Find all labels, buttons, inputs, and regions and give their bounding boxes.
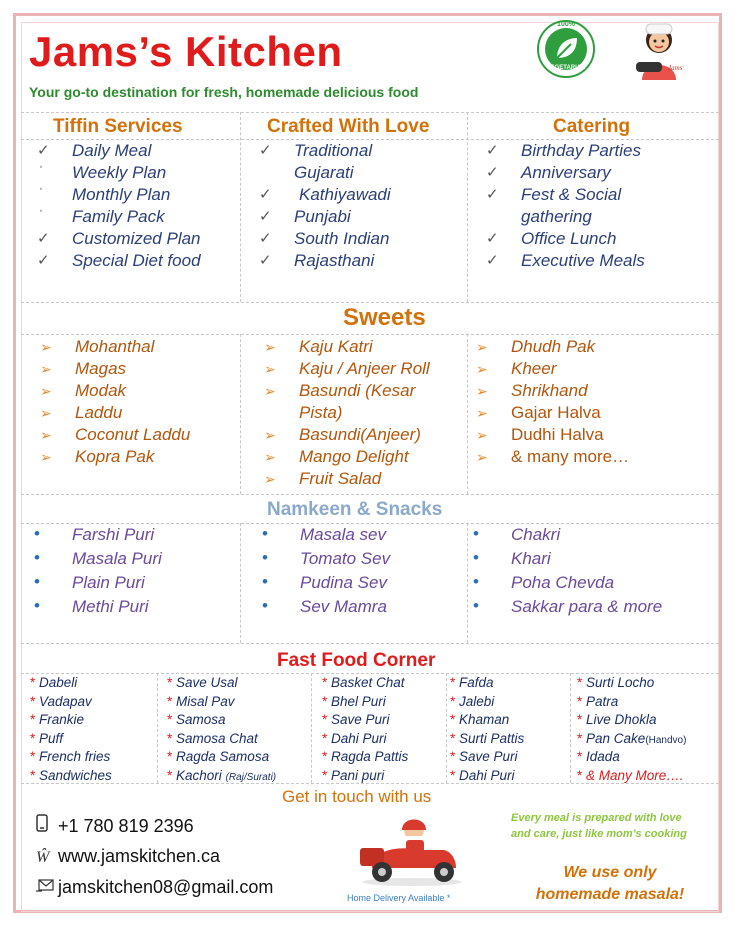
list-item: * Sandwiches	[30, 767, 112, 783]
arrow-bullet-icon: ➢	[476, 339, 488, 355]
check-icon: ✓	[259, 252, 272, 269]
divider	[21, 302, 719, 303]
list-item: ✓ Office Lunch	[486, 229, 617, 248]
list-item: • Tomato Sev	[262, 548, 391, 568]
list-item: * Frankie	[30, 712, 85, 728]
check-icon: ✓	[37, 142, 50, 159]
list-item: ➢ Fruit Salad	[264, 469, 382, 488]
check-icon: ʹ	[40, 187, 42, 198]
list-item: * Vadapav	[30, 693, 92, 709]
bullet-icon: •	[262, 548, 268, 567]
list-item: * Dabeli	[30, 675, 78, 690]
arrow-bullet-icon: ➢	[40, 361, 52, 377]
fastfood-list-4	[450, 674, 524, 786]
list-item: • Masala Puri	[34, 548, 162, 568]
list-item: ✓ South Indian	[259, 229, 390, 248]
divider	[21, 643, 719, 644]
list-item: * Kachori (Raj/Surati)	[167, 767, 277, 783]
badge-top-text: 100%	[557, 21, 575, 28]
fastfood-list-1	[30, 674, 112, 786]
check-icon: ✓	[259, 142, 272, 159]
list-item: * Ragda Pattis	[322, 749, 409, 765]
list-item: * Basket Chat	[322, 675, 405, 690]
list-item: • Methi Puri	[34, 596, 149, 616]
check-icon: ✓	[486, 142, 499, 159]
list-item: ➢ Dhudh Pak	[476, 337, 596, 356]
list-item: * Samosa	[167, 712, 226, 728]
check-icon: ʹ	[40, 209, 42, 220]
chef-mascot-icon	[628, 20, 690, 80]
list-item: * Ragda Samosa	[167, 749, 270, 765]
list-item: ʹ Family Pack	[72, 206, 201, 228]
list-item: ➢ Coconut Laddu	[40, 425, 191, 444]
list-item: ➢ Gajar Halva	[476, 403, 601, 422]
column-divider	[311, 673, 312, 783]
bullet-icon: •	[262, 524, 268, 543]
tiffin-heading: Tiffin Services	[53, 116, 183, 137]
promo-text	[511, 810, 711, 842]
list-item: * Bhel Puri	[322, 693, 386, 709]
arrow-bullet-icon: ➢	[40, 427, 52, 443]
badge-bottom-text: VEGETARIAN	[546, 65, 586, 71]
check-icon: ✓	[37, 252, 50, 269]
list-item: ✓ Traditional	[259, 141, 373, 160]
column-divider	[467, 112, 468, 302]
list-item: * Patra	[577, 693, 619, 709]
crafted-heading: Crafted With Love	[267, 116, 430, 137]
list-item: * Idada	[577, 749, 620, 765]
catering-list	[486, 140, 645, 272]
list-item: • Plain Puri	[34, 572, 145, 592]
column-divider	[240, 112, 241, 302]
list-item: ✓ Rajasthani	[259, 251, 375, 270]
list-item: Pista)	[299, 403, 343, 422]
list-item: • Sev Mamra	[262, 596, 387, 616]
list-item: • Chakri	[473, 524, 561, 544]
column-divider	[570, 673, 571, 783]
list-item: gathering	[521, 207, 592, 226]
email-icon	[36, 879, 58, 898]
list-item: • Masala sev	[262, 524, 386, 544]
check-icon: ✓	[486, 186, 499, 203]
list-item: ➢ & many more…	[476, 447, 630, 466]
list-item: * Save Puri	[450, 749, 518, 765]
bullet-icon: •	[34, 572, 40, 591]
list-item: * & Many More….	[577, 767, 684, 783]
list-item: ʹ Monthly Plan	[72, 184, 201, 206]
list-item: ✓ Customized Plan	[37, 229, 201, 248]
column-divider	[467, 334, 468, 494]
list-item: • Khari	[473, 548, 551, 568]
sweets-heading: Sweets	[343, 304, 426, 331]
sweets-list-3	[476, 336, 630, 468]
list-item: ✓ Executive Meals	[486, 251, 645, 270]
list-item: * Live Dhokla	[577, 712, 657, 728]
fastfood-list-3	[322, 674, 408, 786]
bullet-icon: •	[473, 524, 479, 543]
list-item: ➢ Modak	[40, 381, 127, 400]
contact-heading: Get in touch with us	[282, 787, 432, 806]
list-item: ➢ Basundi (Kesar	[264, 381, 416, 400]
arrow-bullet-icon: ➢	[264, 471, 276, 487]
promo-line-2: and care, just like mom’s cooking	[511, 828, 687, 840]
list-item: * Puff	[30, 730, 64, 746]
snacks-list-1	[34, 523, 162, 619]
fastfood-list-5	[577, 674, 686, 786]
fastfood-list-2	[167, 674, 276, 786]
email-link[interactable]: jamskitchen08@gmail.com	[58, 877, 274, 897]
arrow-bullet-icon: ➢	[40, 339, 52, 355]
web-icon: Ŵ	[36, 849, 50, 866]
bullet-icon: •	[473, 596, 479, 615]
list-item: ➢ Laddu	[40, 403, 123, 422]
snacks-heading: Namkeen & Snacks	[267, 499, 443, 520]
snacks-list-3	[473, 523, 663, 619]
check-icon: ✓	[259, 186, 272, 203]
list-item: * French fries	[30, 749, 111, 765]
arrow-bullet-icon: ➢	[476, 405, 488, 421]
arrow-bullet-icon: ➢	[476, 361, 488, 377]
list-item: • Pudina Sev	[262, 572, 387, 592]
check-icon: ✓	[259, 208, 272, 225]
list-item: ➢ Shrikhand	[476, 381, 588, 400]
list-item: ✓ Punjabi	[259, 207, 351, 226]
divider	[21, 494, 719, 495]
arrow-bullet-icon: ➢	[264, 361, 276, 377]
list-item: * Misal Pav	[167, 693, 235, 709]
list-item: ➢ Kheer	[476, 359, 557, 378]
list-item: * Jalebi	[450, 693, 495, 709]
list-item: * Surti Locho	[577, 675, 655, 690]
column-divider	[157, 673, 158, 783]
list-item: Gujarati	[294, 163, 354, 182]
pancake-note: (Handvo)	[645, 734, 687, 746]
check-icon: ✓	[486, 164, 499, 181]
promo-big-1: We use only	[563, 864, 657, 881]
column-divider	[240, 334, 241, 494]
list-item: ➢ Basundi(Anjeer)	[264, 425, 421, 444]
list-item: ✓ Anniversary	[486, 163, 611, 182]
bullet-icon: •	[262, 572, 268, 591]
check-icon: ✓	[486, 252, 499, 269]
list-item: ➢ Kopra Pak	[40, 447, 155, 466]
promo-line-1: Every meal is prepared with love	[511, 812, 682, 824]
arrow-bullet-icon: ➢	[476, 427, 488, 443]
kachori-note: (Raj/Surati)	[225, 771, 277, 783]
promo-big-2: homemade masala!	[535, 886, 685, 903]
list-item: * Fafda	[450, 675, 494, 690]
list-item: • Farshi Puri	[34, 524, 155, 544]
check-icon: ʹ	[40, 165, 42, 176]
tiffin-list	[37, 140, 201, 272]
list-item: ✓ Fest & Social	[486, 185, 622, 204]
list-item: ➢ Mohanthal	[40, 337, 155, 356]
vegetarian-badge-icon	[537, 20, 595, 78]
bullet-icon: •	[473, 548, 479, 567]
chef-label: Jams	[668, 64, 683, 72]
list-item: ✓ Special Diet food	[37, 251, 201, 270]
list-item: • Poha Chevda	[473, 572, 615, 592]
list-item: * Dahi Puri	[322, 730, 387, 746]
list-item: ➢ Kaju Katri	[264, 337, 373, 356]
bullet-icon: •	[473, 572, 479, 591]
check-icon: ✓	[37, 230, 50, 247]
list-item: * Save Puri	[322, 712, 390, 728]
leaf-icon	[549, 32, 583, 66]
arrow-bullet-icon: ➢	[40, 449, 52, 465]
website-line	[36, 846, 220, 867]
bullet-icon: •	[34, 596, 40, 615]
sweets-list-2	[264, 336, 430, 490]
bullet-icon: •	[262, 596, 268, 615]
promo-highlight	[520, 862, 700, 906]
sweets-list-1	[40, 336, 191, 468]
phone-line	[36, 814, 194, 837]
tagline: Your go-to destination for fresh, homemade delicious food	[29, 84, 419, 100]
bullet-icon: •	[34, 548, 40, 567]
arrow-bullet-icon: ➢	[40, 405, 52, 421]
divider	[21, 112, 719, 113]
snacks-list-2	[262, 523, 391, 619]
email-line	[36, 877, 273, 898]
list-item: * Save Usal	[167, 675, 238, 690]
website-link[interactable]: www.jamskitchen.ca	[58, 846, 221, 866]
arrow-bullet-icon: ➢	[264, 339, 276, 355]
column-divider	[240, 523, 241, 643]
list-item: * Dahi Puri	[450, 767, 515, 783]
list-item: ✓ Birthday Parties	[486, 141, 641, 160]
list-item: ✓ Daily Meal	[37, 141, 152, 160]
list-item: * Samosa Chat	[167, 730, 258, 746]
catering-heading: Catering	[553, 116, 631, 137]
fastfood-heading: Fast Food Corner	[277, 650, 436, 671]
list-item: * Pan Cake(Handvo)	[577, 730, 687, 746]
list-item: ➢ Kaju / Anjeer Roll	[264, 359, 430, 378]
list-item: ʹ Weekly Plan	[72, 162, 201, 184]
brand-title: Jams’s Kitchen	[29, 28, 343, 75]
divider	[21, 334, 719, 335]
column-divider	[446, 673, 447, 783]
delivery-note: Home Delivery Available *	[347, 893, 451, 903]
list-item: ✓ Kathiyawadi	[259, 185, 391, 204]
arrow-bullet-icon: ➢	[264, 383, 276, 399]
bullet-icon: •	[34, 524, 40, 543]
list-item: • Sakkar para & more	[473, 596, 663, 616]
phone-number[interactable]: +1 780 819 2396	[58, 816, 194, 836]
arrow-bullet-icon: ➢	[40, 383, 52, 399]
list-item: ➢ Mango Delight	[264, 447, 409, 466]
list-item: * Khaman	[450, 712, 510, 728]
check-icon: ✓	[486, 230, 499, 247]
list-item: * Surti Pattis	[450, 730, 525, 746]
delivery-scooter-icon	[352, 808, 472, 888]
list-item: ➢ Dudhi Halva	[476, 425, 604, 444]
check-icon: ✓	[259, 230, 272, 247]
list-item: ➢ Magas	[40, 359, 127, 378]
arrow-bullet-icon: ➢	[264, 449, 276, 465]
column-divider	[467, 523, 468, 643]
list-item: * Pani puri	[322, 767, 385, 783]
arrow-bullet-icon: ➢	[476, 449, 488, 465]
crafted-list	[259, 140, 391, 272]
phone-icon	[36, 814, 58, 837]
arrow-bullet-icon: ➢	[264, 427, 276, 443]
arrow-bullet-icon: ➢	[476, 383, 488, 399]
